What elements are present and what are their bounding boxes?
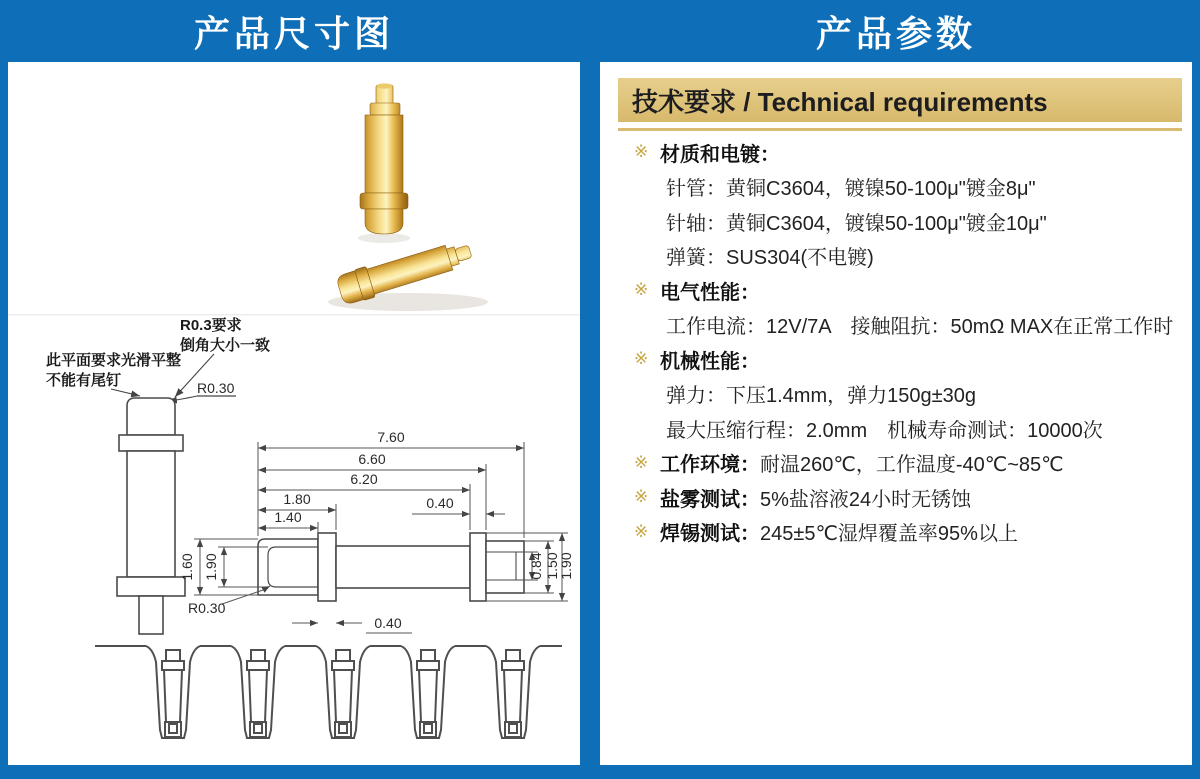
dimension-drawing-panel (8, 62, 580, 765)
environment-label: 工作环境： (660, 454, 760, 477)
reference-mark-icon: ※ (634, 521, 649, 541)
dimension-lines (194, 442, 568, 633)
chamfer-note-line1: R0.3要求 (180, 317, 242, 334)
environment-detail: 耐温260℃，工作温度-40℃~85℃ (760, 454, 1064, 477)
dim-084: 0.84 (528, 552, 544, 580)
left-section-title: 产品尺寸图 (193, 12, 394, 54)
mechanical-force-line: 弹力：下压1.4mm，弹力150g±30g (666, 385, 976, 408)
electrical-detail-line: 工作电流：12V/7A 接触阻抗：50mΩ MAX在正常工作时 (666, 316, 1174, 339)
salt-detail: 5%盐溶液24小时无锈蚀 (760, 488, 972, 511)
right-section-title: 产品参数 (815, 12, 976, 54)
mechanical-label: 机械性能： (660, 350, 760, 373)
dim-160: 1.60 (179, 553, 195, 581)
reference-mark-icon: ※ (634, 280, 649, 300)
dim-150: 1.50 (544, 552, 560, 580)
reference-mark-icon: ※ (634, 487, 649, 507)
reference-mark-icon: ※ (634, 142, 649, 162)
dimension-drawing-svg (8, 62, 580, 765)
mechanical-travel-line: 最大压缩行程：2.0mm 机械寿命测试：10000次 (666, 419, 1103, 442)
material-tube-line: 针管：黄铜C3604，镀镍50-100μ"镀金8μ" (666, 178, 1036, 201)
dim-overall-length: 7.60 (377, 429, 405, 445)
dim-040-top: 0.40 (426, 495, 454, 511)
material-shaft-line: 针轴：黄铜C3604，镀镍50-100μ"镀金10μ" (666, 212, 1047, 235)
dim-140: 1.40 (274, 509, 302, 525)
reference-mark-icon: ※ (634, 349, 649, 369)
drawing-annotations (46, 316, 270, 401)
material-label: 材质和电镀： (660, 143, 780, 166)
section-environment (618, 446, 1182, 481)
product-parameters-panel (600, 62, 1192, 765)
electrical-label: 电气性能： (660, 281, 760, 304)
section-solder (618, 515, 1182, 550)
dim-040-bottom: 0.40 (374, 615, 402, 631)
header-underline (618, 128, 1182, 131)
flat-note-line2: 不能有尾钉 (46, 372, 122, 389)
section-salt-spray (618, 480, 1182, 515)
pin-array-row (95, 646, 562, 738)
solder-detail: 245±5℃湿焊覆盖率95%以上 (760, 523, 1018, 546)
dim-180: 1.80 (283, 491, 311, 507)
section-mechanical (618, 342, 1182, 377)
solder-label: 焊锡测试： (660, 523, 760, 546)
radius-top-label: R0.30 (197, 380, 235, 396)
product-photo-gold-pins (328, 83, 488, 311)
dim-620: 6.20 (350, 471, 378, 487)
technical-requirements-header: 技术要求 / Technical requirements (618, 78, 1182, 122)
dim-190-left: 1.90 (203, 553, 219, 581)
salt-label: 盐雾测试： (660, 488, 760, 511)
section-material (618, 135, 1182, 170)
dim-660: 6.60 (358, 451, 386, 467)
section-electrical (618, 273, 1182, 308)
radius-bottom-label: R0.30 (188, 600, 226, 616)
flat-note-line1: 此平面要求光滑平整 (46, 352, 182, 369)
pin-front-view (117, 398, 185, 634)
pin-side-view (258, 533, 524, 601)
photo-divider-line (8, 314, 580, 316)
reference-mark-icon: ※ (634, 452, 649, 472)
material-spring-line: 弹簧：SUS304(不电镀) (666, 247, 874, 270)
chamfer-note-line2: 倒角大小一致 (180, 337, 271, 354)
spec-lines (618, 135, 1182, 549)
dim-190-right: 1.90 (558, 552, 574, 580)
